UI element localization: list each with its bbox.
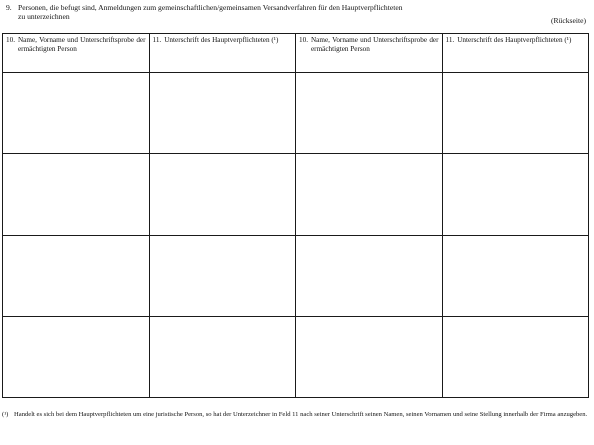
column-number: 10.	[6, 36, 15, 44]
column-number: 11.	[445, 36, 455, 44]
authorized-person-cell[interactable]	[3, 316, 150, 397]
footnote-marker: (¹)	[2, 411, 9, 418]
principal-signature-cell[interactable]	[149, 154, 296, 235]
principal-signature-cell[interactable]	[149, 73, 296, 154]
footnote	[2, 411, 590, 419]
page-side-label: (Rückseite)	[550, 16, 586, 25]
column-header-authorized-person-left	[3, 34, 150, 73]
column-header-principal-signature-right	[442, 34, 589, 73]
column-number: 10.	[299, 36, 308, 44]
authorized-person-cell[interactable]	[3, 73, 150, 154]
footnote-text: Handelt es sich bei dem Hauptverpflichteten um eine juristische Person, so hat der Unterzeichner in Feld 11 nach seiner Unterschrift seinen Namen, seinen Vornamen und seine Stellung innerhalb der Firma anzugeben.	[14, 411, 588, 418]
column-label: Unterschrift des Hauptverpflichteten (¹)	[164, 36, 279, 44]
column-label: Name, Vorname und Unterschriftsprobe der ermächtigten Person	[17, 36, 146, 53]
authorized-person-cell[interactable]	[296, 316, 443, 397]
section-title-line2: zu unterzeichnen	[18, 12, 70, 21]
table-row	[3, 235, 589, 316]
principal-signature-cell[interactable]	[442, 154, 589, 235]
table-row	[3, 73, 589, 154]
table-header-row	[3, 34, 589, 73]
column-label: Unterschrift des Hauptverpflichteten (¹)	[457, 36, 572, 44]
table-row	[3, 154, 589, 235]
column-header-principal-signature-left	[149, 34, 296, 73]
principal-signature-cell[interactable]	[442, 73, 589, 154]
principal-signature-cell[interactable]	[149, 235, 296, 316]
authorized-person-cell[interactable]	[296, 235, 443, 316]
section-number: 9.	[6, 3, 12, 12]
principal-signature-cell[interactable]	[442, 316, 589, 397]
authorized-person-cell[interactable]	[3, 154, 150, 235]
principal-signature-cell[interactable]	[149, 316, 296, 397]
principal-signature-cell[interactable]	[442, 235, 589, 316]
section-title-line1: Personen, die befugt sind, Anmeldungen zum gemeinschaftlichen/gemeinsamen Versandverfahren für den Hauptverpflichteten	[18, 3, 403, 12]
authorized-person-cell[interactable]	[296, 73, 443, 154]
column-header-authorized-person-right	[296, 34, 443, 73]
column-label: Name, Vorname und Unterschriftsprobe der ermächtigten Person	[310, 36, 439, 53]
table-row	[3, 316, 589, 397]
authorized-person-cell[interactable]	[3, 235, 150, 316]
signature-table	[2, 33, 589, 398]
authorized-person-cell[interactable]	[296, 154, 443, 235]
column-number: 11.	[152, 36, 162, 44]
